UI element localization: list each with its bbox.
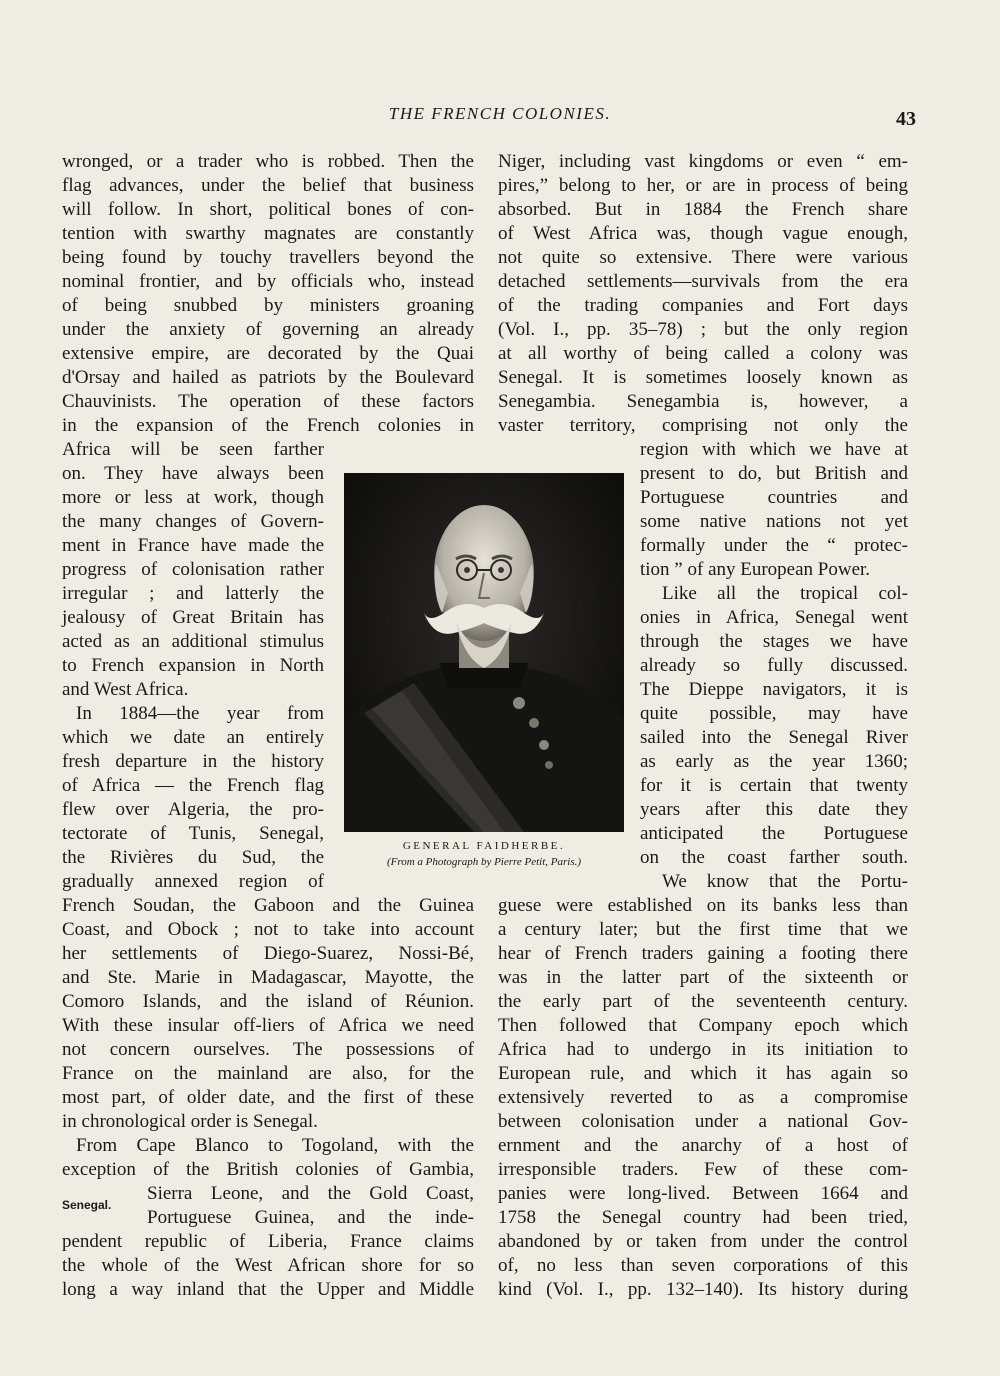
- text-line: Senegambia. Senegambia is, however, a: [498, 391, 908, 412]
- text-line: Chauvinists. The operation of these factors: [62, 391, 474, 412]
- text-line: Senegal. It is sometimes loosely known as: [498, 367, 908, 388]
- text-line: through the stages we have: [640, 631, 908, 652]
- text-line: in the expansion of the French colonies in: [62, 415, 474, 436]
- margin-note: Senegal.: [62, 1198, 112, 1212]
- text-line: extensively reverted to as a compromise: [498, 1087, 908, 1108]
- text-line: as early as the year 1360;: [640, 751, 908, 772]
- text-line: the Rivières du Sud, the: [62, 847, 324, 868]
- text-line: on the coast farther south.: [640, 847, 908, 868]
- text-line: jealousy of Great Britain has: [62, 607, 324, 628]
- text-line: of the trading companies and Fort days: [498, 295, 908, 316]
- text-line: tion ” of any European Power.: [640, 559, 871, 580]
- text-line: The Dieppe navigators, it is: [640, 679, 908, 700]
- text-line: fresh departure in the history: [62, 751, 324, 772]
- text-line: which we date an entirely: [62, 727, 324, 748]
- text-line: for it is certain that twenty: [640, 775, 908, 796]
- portrait-photograph-icon: [344, 473, 624, 832]
- text-line: In 1884—the year from: [76, 703, 324, 724]
- text-line: and West Africa.: [62, 679, 189, 700]
- text-line: region with which we have at: [640, 439, 908, 460]
- text-line: was in the latter part of the sixteenth or: [498, 967, 908, 988]
- text-line: acted as an additional stimulus: [62, 631, 324, 652]
- text-line: We know that the Portu-: [662, 871, 908, 892]
- text-line: Portuguese Guinea, and the inde-: [147, 1207, 474, 1228]
- text-line: under the anxiety of governing an already: [62, 319, 474, 340]
- text-line: the many changes of Govern-: [62, 511, 324, 532]
- text-line: gradually annexed region of: [62, 871, 324, 892]
- text-line: quite possible, may have: [640, 703, 908, 724]
- text-line: hear of French traders gaining a footing there: [498, 943, 908, 964]
- text-line: progress of colonisation rather: [62, 559, 324, 580]
- text-line: to French expansion in North: [62, 655, 324, 676]
- text-line: irresponsible traders. Few of these com-: [498, 1159, 908, 1180]
- text-line: present to do, but British and: [640, 463, 908, 484]
- text-line: her settlements of Diego-Suarez, Nossi-Bé,: [62, 943, 474, 964]
- text-line: Africa had to undergo in its initiation to: [498, 1039, 908, 1060]
- text-line: Niger, including vast kingdoms or even “ em-: [498, 151, 908, 172]
- text-line: ment in France have made the: [62, 535, 324, 556]
- text-line: between colonisation under a national Gov-: [498, 1111, 908, 1132]
- text-line: Sierra Leone, and the Gold Coast,: [147, 1183, 474, 1204]
- text-line: vaster territory, comprising not only the: [498, 415, 908, 436]
- text-line: pendent republic of Liberia, France claims: [62, 1231, 474, 1252]
- figure-caption-credit: (From a Photograph by Pierre Petit, Paris.): [386, 856, 582, 868]
- text-line: at all worthy of being called a colony was: [498, 343, 908, 364]
- text-line: Portuguese countries and: [640, 487, 908, 508]
- text-line: the whole of the West African shore for so: [62, 1255, 474, 1276]
- text-line: some native nations not yet: [640, 511, 908, 532]
- text-line: European rule, and which it has again so: [498, 1063, 908, 1084]
- text-line: Africa will be seen farther: [62, 439, 324, 460]
- text-line: a century later; but the first time that we: [498, 919, 908, 940]
- text-line: Comoro Islands, and the island of Réunion.: [62, 991, 474, 1012]
- text-line: panies were long-lived. Between 1664 and: [498, 1183, 908, 1204]
- text-line: on. They have always been: [62, 463, 324, 484]
- text-line: flew over Algeria, the pro-: [62, 799, 324, 820]
- text-line: most part, of older date, and the first of these: [62, 1087, 474, 1108]
- text-line: tectorate of Tunis, Senegal,: [62, 823, 324, 844]
- text-line: d'Orsay and hailed as patriots by the Boulevard: [62, 367, 474, 388]
- text-line: of, no less than seven corporations of this: [498, 1255, 908, 1276]
- text-line: tention with swarthy magnates are constantly: [62, 223, 474, 244]
- text-line: ernment and the anarchy of a host of: [498, 1135, 908, 1156]
- text-line: (Vol. I., pp. 35–78) ; but the only region: [498, 319, 908, 340]
- text-line: absorbed. But in 1884 the French share: [498, 199, 908, 220]
- figure-caption-title: GENERAL FAIDHERBE.: [402, 840, 566, 852]
- text-line: extensive empire, are decorated by the Quai: [62, 343, 474, 364]
- text-line: not concern ourselves. The possessions of: [62, 1039, 474, 1060]
- text-line: in chronological order is Senegal.: [62, 1111, 318, 1132]
- text-line: not quite so extensive. There were various: [498, 247, 908, 268]
- text-line: formally under the “ protec-: [640, 535, 908, 556]
- text-line: guese were established on its banks less than: [498, 895, 908, 916]
- text-line: Then followed that Company epoch which: [498, 1015, 908, 1036]
- text-line: France on the mainland are also, for the: [62, 1063, 474, 1084]
- text-line: From Cape Blanco to Togoland, with the: [76, 1135, 474, 1156]
- text-line: onies in Africa, Senegal went: [640, 607, 908, 628]
- text-line: flag advances, under the belief that business: [62, 175, 474, 196]
- text-line: and Ste. Marie in Madagascar, Mayotte, the: [62, 967, 474, 988]
- text-line: more or less at work, though: [62, 487, 324, 508]
- text-line: the early part of the seventeenth century.: [498, 991, 908, 1012]
- text-line: 1758 the Senegal country had been tried,: [498, 1207, 908, 1228]
- text-line: of West Africa was, though vague enough,: [498, 223, 908, 244]
- text-line: will follow. In short, political bones of con-: [62, 199, 474, 220]
- page-number: 43: [896, 108, 916, 130]
- text-line: abandoned by or taken from under the control: [498, 1231, 908, 1252]
- text-line: being found by touchy travellers beyond the: [62, 247, 474, 268]
- text-line: of Africa — the French flag: [62, 775, 324, 796]
- text-line: pires,” belong to her, or are in process of being: [498, 175, 908, 196]
- text-line: irregular ; and latterly the: [62, 583, 324, 604]
- text-line: exception of the British colonies of Gambia,: [62, 1159, 474, 1180]
- text-line: already so fully discussed.: [640, 655, 908, 676]
- text-line: nominal frontier, and by officials who, instead: [62, 271, 474, 292]
- text-line: wronged, or a trader who is robbed. Then the: [62, 151, 474, 172]
- text-line: Like all the tropical col-: [662, 583, 908, 604]
- text-line: anticipated the Portuguese: [640, 823, 908, 844]
- text-line: With these insular off-liers of Africa we need: [62, 1015, 474, 1036]
- text-line: French Soudan, the Gaboon and the Guinea: [62, 895, 474, 916]
- text-line: long a way inland that the Upper and Middle: [62, 1279, 474, 1300]
- text-line: detached settlements—survivals from the era: [498, 271, 908, 292]
- running-head: THE FRENCH COLONIES.: [388, 104, 612, 123]
- text-line: years after this date they: [640, 799, 908, 820]
- text-line: of being snubbed by ministers groaning: [62, 295, 474, 316]
- text-line: sailed into the Senegal River: [640, 727, 908, 748]
- text-line: Coast, and Obock ; not to take into account: [62, 919, 474, 940]
- text-line: kind (Vol. I., pp. 132–140). Its history during: [498, 1279, 908, 1300]
